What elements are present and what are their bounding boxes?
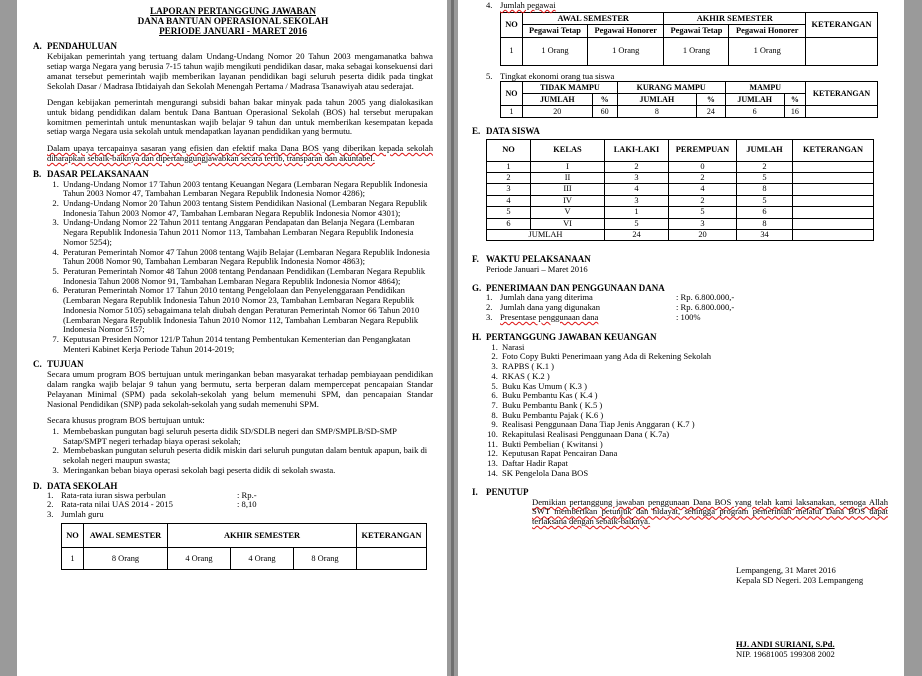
list-item: 1. Undang-Undang Nomor 17 Tahun 2003 tentang Keuangan Negara (Lembaran Negara Republik Indonesia Tahun 2003 Nomor 47, Tambahan Lembaran Negara Republik Indonesia Nomor 4286);	[61, 180, 433, 199]
table-total-row: JUMLAH 24 20 34	[487, 230, 874, 241]
data-siswa-table	[486, 139, 874, 242]
table-header: AWAL SEMESTER	[84, 523, 168, 547]
list-item: 7. Buku Pembantu Bank ( K.5 )	[500, 401, 894, 411]
table-cell: 1 Orang	[729, 37, 806, 65]
section-heading-h: H. PERTANGGUNG JAWABAN KEUANGAN	[472, 331, 657, 342]
table-header: LAKI-LAKI	[605, 139, 669, 161]
dana-row-digunakan: 2. Jumlah dana yang digunakan : Rp. 6.800.000,-	[486, 302, 735, 313]
table-header: MAMPU	[725, 82, 805, 94]
tujuan-paragraph-1: Secara umum program BOS bertujuan untuk meringankan beban masyarakat terhadap pembiayaan pendidikan dalam rangka wajib belajar 9 tahun yang bermutu, serta berperan dalam mempercepat pencapaian Standar Pelayanan Minimal (SPM) pada sekolah-sekolah yang belum memenuhi SPM, dan pencapaian Standar Nasional Pendidikan (SNP) pada sekolah-sekolah yang sudah memenuhi SPM.	[47, 369, 433, 409]
table-cell: 1 Orang	[587, 37, 664, 65]
dasar-pelaksanaan-list	[33, 180, 433, 355]
document-page-2	[458, 0, 904, 676]
table-header: %	[592, 94, 617, 106]
list-item: 5. Peraturan Pemerintah Nomor 48 Tahun 2008 tentang Pendanaan Pendidikan (Lembaran Negara Republik Indonesia Tahun 2008 Nomor 91, Tambahan Lembaran Negara Republik Indonesia Nomor 4864);	[61, 267, 433, 286]
table-header: NO	[501, 82, 523, 106]
data-row-ekonomi: 5. Tingkat ekonomi orang tua siswa	[486, 70, 615, 81]
table-header: Pegawai Tetap	[664, 25, 729, 37]
list-item: 11. Bukti Pembelian ( Kwitansi )	[500, 440, 894, 450]
table-header: JUMLAH	[737, 139, 793, 161]
dana-row-diterima: 1. Jumlah dana yang diterima : Rp. 6.800.000,-	[486, 292, 735, 303]
tujuan-list	[33, 427, 433, 476]
list-item: 6. Buku Pembantu Kas ( K.4 )	[500, 391, 894, 401]
table-header: Pegawai Honorer	[729, 25, 806, 37]
pertanggungjawaban-list	[472, 343, 894, 479]
section-heading-i: I. PENUTUP	[472, 486, 529, 497]
table-cell: 4 Orang	[231, 547, 294, 569]
table-cell: 1 Orang	[664, 37, 729, 65]
data-row-uas: 2. Rata-rata nilai UAS 2014 - 2015 : 8,10	[47, 499, 257, 510]
penutup-paragraph: Demikian pertanggung jawaban penggunaan Dana BOS yang telah kami laksanakan, semoga Allah SWT memberikan petunjuk dan hidayat, sehingga program pemerintah melalui Dana BOS dapat terlaksana dengan sebaik-baiknya.	[532, 496, 888, 527]
table-header: KETERANGAN	[806, 12, 878, 37]
table-header: JUMLAH	[617, 94, 696, 106]
section-heading-c: C. TUJUAN	[33, 359, 84, 370]
table-cell: 6	[725, 106, 784, 118]
table-header: KETERANGAN	[357, 523, 427, 547]
table-cell: 1	[501, 37, 523, 65]
table-cell: 8 Orang	[84, 547, 168, 569]
table-header: AWAL SEMESTER	[523, 12, 664, 24]
list-item: 8. Buku Pembantu Pajak ( K.6 )	[500, 411, 894, 421]
table-cell: 16	[784, 106, 805, 118]
table-header: NO	[487, 139, 531, 161]
list-item: 7. Keputusan Presiden Nomor 121/P Tahun 2014 tentang Pembentukan Kementerian dan Pengangkatan Menteri Kabinet Kerja Periode Tahun 2014-2019;	[61, 335, 433, 354]
table-cell: 8	[617, 106, 696, 118]
table-cell	[806, 37, 878, 65]
table-header: %	[784, 94, 805, 106]
data-row-iuran: 1. Rata-rata iuran siswa perbulan : Rp.-	[47, 489, 257, 500]
signature-nip: NIP. 19681005 199308 2002	[736, 649, 835, 659]
list-item: 2. Foto Copy Bukti Penerimaan yang Ada di Rekening Sekolah	[500, 352, 894, 362]
guru-table	[61, 523, 427, 570]
list-item: 5. Buku Kas Umum ( K.3 )	[500, 382, 894, 392]
signature-role: Kepala SD Negeri. 203 Lempangeng	[736, 575, 864, 585]
list-item: 2. Undang-Undang Nomor 20 Tahun 2003 tentang Sistem Pendidikan Nasional (Lembaran Negara Republik Indonesia Tahun 2003 Nomor 47, Tambahan Lembaran Negara Republik Indonesia Nomor 4301);	[61, 199, 433, 218]
signature-place-date: Lempangeng, 31 Maret 2016	[736, 565, 836, 575]
section-heading-e: E. DATA SISWA	[472, 126, 540, 137]
list-item: 10. Rekapitulasi Realisasi Penggunaan Dana ( K.7a)	[500, 430, 894, 440]
pendahuluan-paragraph-3: Dalam upaya tercapainya sasaran yang efisien dan efektif maka Dana BOS yang diberikan kepada sekolah diharapkan sebaik-baiknya dan dipertanggungjawabkan secara tertib, transparan dan akuntabel.	[47, 143, 433, 163]
pendahuluan-paragraph-2: Dengan kebijakan pemerintah mengurangi subsidi bahan bakar minyak pada tahun 2005 yang dialokasikan untuk bidang pendidikan dalam bentuk Dana Bantuan Operasional Sekolah (BOS) hal tersebut merupakan komitmen pemerintah untuk menuntaskan wajib belajar 9 tahun dan untuk memberikan kesempatan kepada setiap warga Negara usia sekolah untuk mendapatkan layanan pendidikan yang bermutu.	[47, 97, 433, 137]
list-item: 3. Undang-Undang Nomor 22 Tahun 2011 tentang Anggaran Pendapatan dan Belanja Negara (Lembaran Negara Republik Indonesia Tahun 2011 Nomor 113, Tambahan Lembaran Negara Republik Indonesia Nomor 5254);	[61, 218, 433, 247]
table-row: 6 VI 5 3 8	[487, 218, 874, 229]
table-cell: 20	[523, 106, 593, 118]
waktu-pelaksanaan-text: Periode Januari – Maret 2016	[486, 263, 588, 274]
table-cell: 8 Orang	[294, 547, 357, 569]
list-item: 6. Peraturan Pemerintah Nomor 17 Tahun 2010 tentang Pengelolaan dan Penyelenggaraan Pendidikan (Lembaran Negara Republik Indonesia Tahun 2010 Nomor 23, Tambahan Lembaran Negara Republik Indonesia Nomor 5105) sebagaimana telah diubah dengan Peraturan Pemerintah Nomor 66 Tahun 2010 (Lembaran Negara Republik Indonesia Tahun 2010 Nomor 112, Tambahan Lembaran Negara Republik Indonesia Nomor 5157;	[61, 286, 433, 335]
list-item: 1. Narasi	[500, 343, 894, 353]
document-title: LAPORAN PERTANGGUNG JAWABAN DANA BANTUAN OPERASIONAL SEKOLAH PERIODE JANUARI - MARET 2016	[137, 6, 329, 37]
table-header: KETERANGAN	[793, 139, 874, 161]
table-header: NO	[62, 523, 84, 547]
list-item: 3. Meringankan beban biaya operasi sekolah bagi peserta didik di sekolah swasta.	[61, 466, 433, 476]
table-header: AKHIR SEMESTER	[664, 12, 806, 24]
table-header: AKHIR SEMESTER	[168, 523, 357, 547]
section-heading-a: A. PENDAHULUAN	[33, 41, 118, 52]
page-gutter	[451, 0, 454, 676]
table-cell: 24	[697, 106, 726, 118]
section-heading-g: G. PENERIMAAN DAN PENGGUNAAN DANA	[472, 283, 665, 294]
list-item: 2. Membebaskan pungutan seluruh peserta didik miskin dari seluruh pungutan dalam bentuk apapun, baik di sekolah negeri maupun swasta;	[61, 446, 433, 465]
table-header: KELAS	[531, 139, 605, 161]
table-header: JUMLAH	[725, 94, 784, 106]
section-heading-d: D. DATA SEKOLAH	[33, 480, 118, 491]
list-item: 14. SK Pengelola Dana BOS	[500, 469, 894, 479]
pegawai-table	[500, 12, 878, 66]
table-row: 2 II 3 2 5	[487, 173, 874, 184]
table-header: Pegawai Honorer	[587, 25, 664, 37]
list-item: 4. RKAS ( K.2 )	[500, 372, 894, 382]
table-row: 3 III 4 4 8	[487, 184, 874, 195]
data-row-guru: 3. Jumlah guru	[47, 509, 104, 520]
table-cell	[357, 547, 427, 569]
table-header: KETERANGAN	[806, 82, 878, 106]
table-cell: 1 Orang	[523, 37, 588, 65]
table-header: Pegawai Tetap	[523, 25, 588, 37]
table-header: NO	[501, 12, 523, 37]
table-cell	[806, 106, 878, 118]
table-cell: 1	[62, 547, 84, 569]
table-cell: 1	[501, 106, 523, 118]
table-cell: 4 Orang	[168, 547, 231, 569]
section-heading-f: F. WAKTU PELAKSANAAN	[472, 254, 591, 265]
table-row: 4 IV 3 2 5	[487, 195, 874, 206]
section-heading-b: B. DASAR PELAKSANAAN	[33, 168, 149, 179]
list-item: 9. Realisasi Penggunaan Dana Tiap Jenis Anggaran ( K.7 )	[500, 420, 894, 430]
list-item: 3. RAPBS ( K.1 )	[500, 362, 894, 372]
ekonomi-table	[500, 81, 878, 118]
list-item: 12. Keputusan Rapat Pencairan Dana	[500, 449, 894, 459]
tujuan-paragraph-2: Secara khusus program BOS bertujuan untuk:	[47, 415, 205, 426]
table-header: KURANG MAMPU	[617, 82, 725, 94]
table-row: 1 I 2 0 2	[487, 161, 874, 172]
dana-row-presentase: 3. Presentase penggunaan dana : 100%	[486, 311, 701, 322]
document-page-1	[17, 0, 447, 676]
list-item: 1. Membebaskan pungutan bagi seluruh peserta didik SD/SDLB negeri dan SMP/SMPLB/SD-SMP Satap/SMPT negeri terhadap biaya operasi sekolah;	[61, 427, 433, 446]
table-header: JUMLAH	[523, 94, 593, 106]
data-row-pegawai: 4. Jumlah pegawai	[486, 0, 556, 10]
table-row: 5 V 1 5 6	[487, 207, 874, 218]
list-item: 4. Peraturan Pemerintah Nomor 47 Tahun 2008 tentang Wajib Belajar (Lembaran Negara Republik Indonesia Tahun 2008 Nomor 90, Tambahan Lembaran Negara Republik Indonesia Nomor 4863);	[61, 248, 433, 267]
table-header: TIDAK MAMPU	[523, 82, 618, 94]
table-header: PEREMPUAN	[669, 139, 737, 161]
pendahuluan-paragraph-1: Kebijakan pemerintah yang tertuang dalam Undang-Undang Nomor 20 Tahun 2003 mengamanatka bahwa setiap warga Negara yang berusia 7-15 tahun wajib mengikuti pendidikan dasar, maka sebagai konsekuensi dari amanat tersebut pemerintah wajib memberikan layanan pendidikan bagi seluruh peserta didik pada tingkat Sekolah Dasar / Madrasa Ibtidaiyah dan Sekolah Menengah Pertama / Madrasa Tsanawiyah atau sederajat.	[47, 51, 433, 91]
table-header: %	[697, 94, 726, 106]
signature-name: HJ. ANDI SURIANI, S.Pd.	[736, 639, 835, 649]
table-cell: 60	[592, 106, 617, 118]
list-item: 13. Daftar Hadir Rapat	[500, 459, 894, 469]
